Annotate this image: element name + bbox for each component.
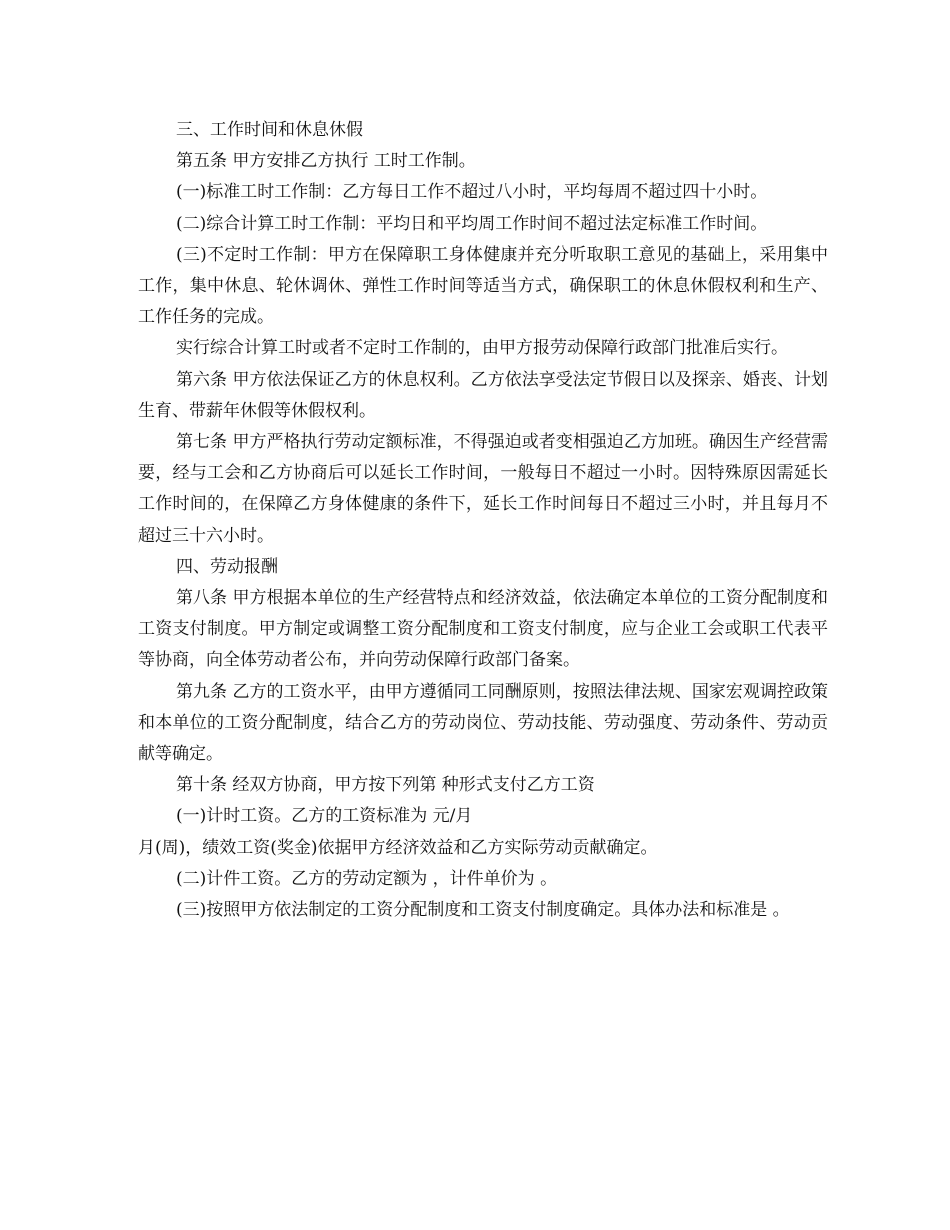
article-10-item-2: (二)计件工资。乙方的劳动定额为 ，计件单价为 。 [176,868,558,889]
article-10-item-1-continued: 月(周)，绩效工资(奖金)依据甲方经济效益和乙方实际劳动贡献确定。 [138,837,658,858]
article-8: 第八条 甲方根据本单位的生产经营特点和经济效益，依法确定本单位的工资分配制度和工资支付制度。甲方制定或调整工资分配制度和工资支付制度，应与企业工会或职工代表平等协商，向全体劳动者公布，并向劳动保障行政部门备案。 [138,588,828,671]
article-10: 第十条 经双方协商，甲方按下列第 种形式支付乙方工资 [176,775,595,796]
section-heading-remuneration: 四、劳动报酬 [176,556,278,577]
document-body [138,115,828,926]
article-5-item-3: (三)不定时工作制：甲方在保障职工身体健康并充分听取职工意见的基础上，采用集中工作，集中休息、轮休调休、弹性工作时间等适当方式，确保职工的休息休假权利和生产、工作任务的完成。 [138,244,828,328]
article-7: 第七条 甲方严格执行劳动定额标准，不得强迫或者变相强迫乙方加班。确因生产经营需要，经与工会和乙方协商后可以延长工作时间，一般每日不超过一小时。因特殊原因需延长工作时间的，在保障乙方身体健康的条件下，延长工作时间每日不超过三小时，并且每月不超过三十六小时。 [138,432,828,546]
article-5-item-1: (一)标准工时工作制：乙方每日工作不超过八小时，平均每周不超过四十小时。 [176,182,768,203]
section-heading-working-hours: 三、工作时间和休息休假 [176,120,363,140]
article-10-item-1: (一)计时工资。乙方的工资标准为 元/月 [176,806,473,827]
article-9: 第九条 乙方的工资水平，由甲方遵循同工同酬原则，按照法律法规、国家宏观调控政策和本单位的工资分配制度，结合乙方的劳动岗位、劳动技能、劳动强度、劳动条件、劳动贡献等确定。 [138,681,828,765]
article-10-item-3: (三)按照甲方依法制定的工资分配制度和工资支付制度确定。具体办法和标准是 。 [176,900,790,921]
article-5-note: 实行综合计算工时或者不定时工作制的，由甲方报劳动保障行政部门批准后实行。 [176,338,788,359]
article-6: 第六条 甲方依法保证乙方的休息权利。乙方依法享受法定节假日以及探亲、婚丧、计划生育、带薪年休假等休假权利。 [138,369,828,421]
article-5-item-2: (二)综合计算工时工作制：平均日和平均周工作时间不超过法定标准工作时间。 [176,213,768,234]
article-5: 第五条 甲方安排乙方执行 工时工作制。 [176,151,476,172]
